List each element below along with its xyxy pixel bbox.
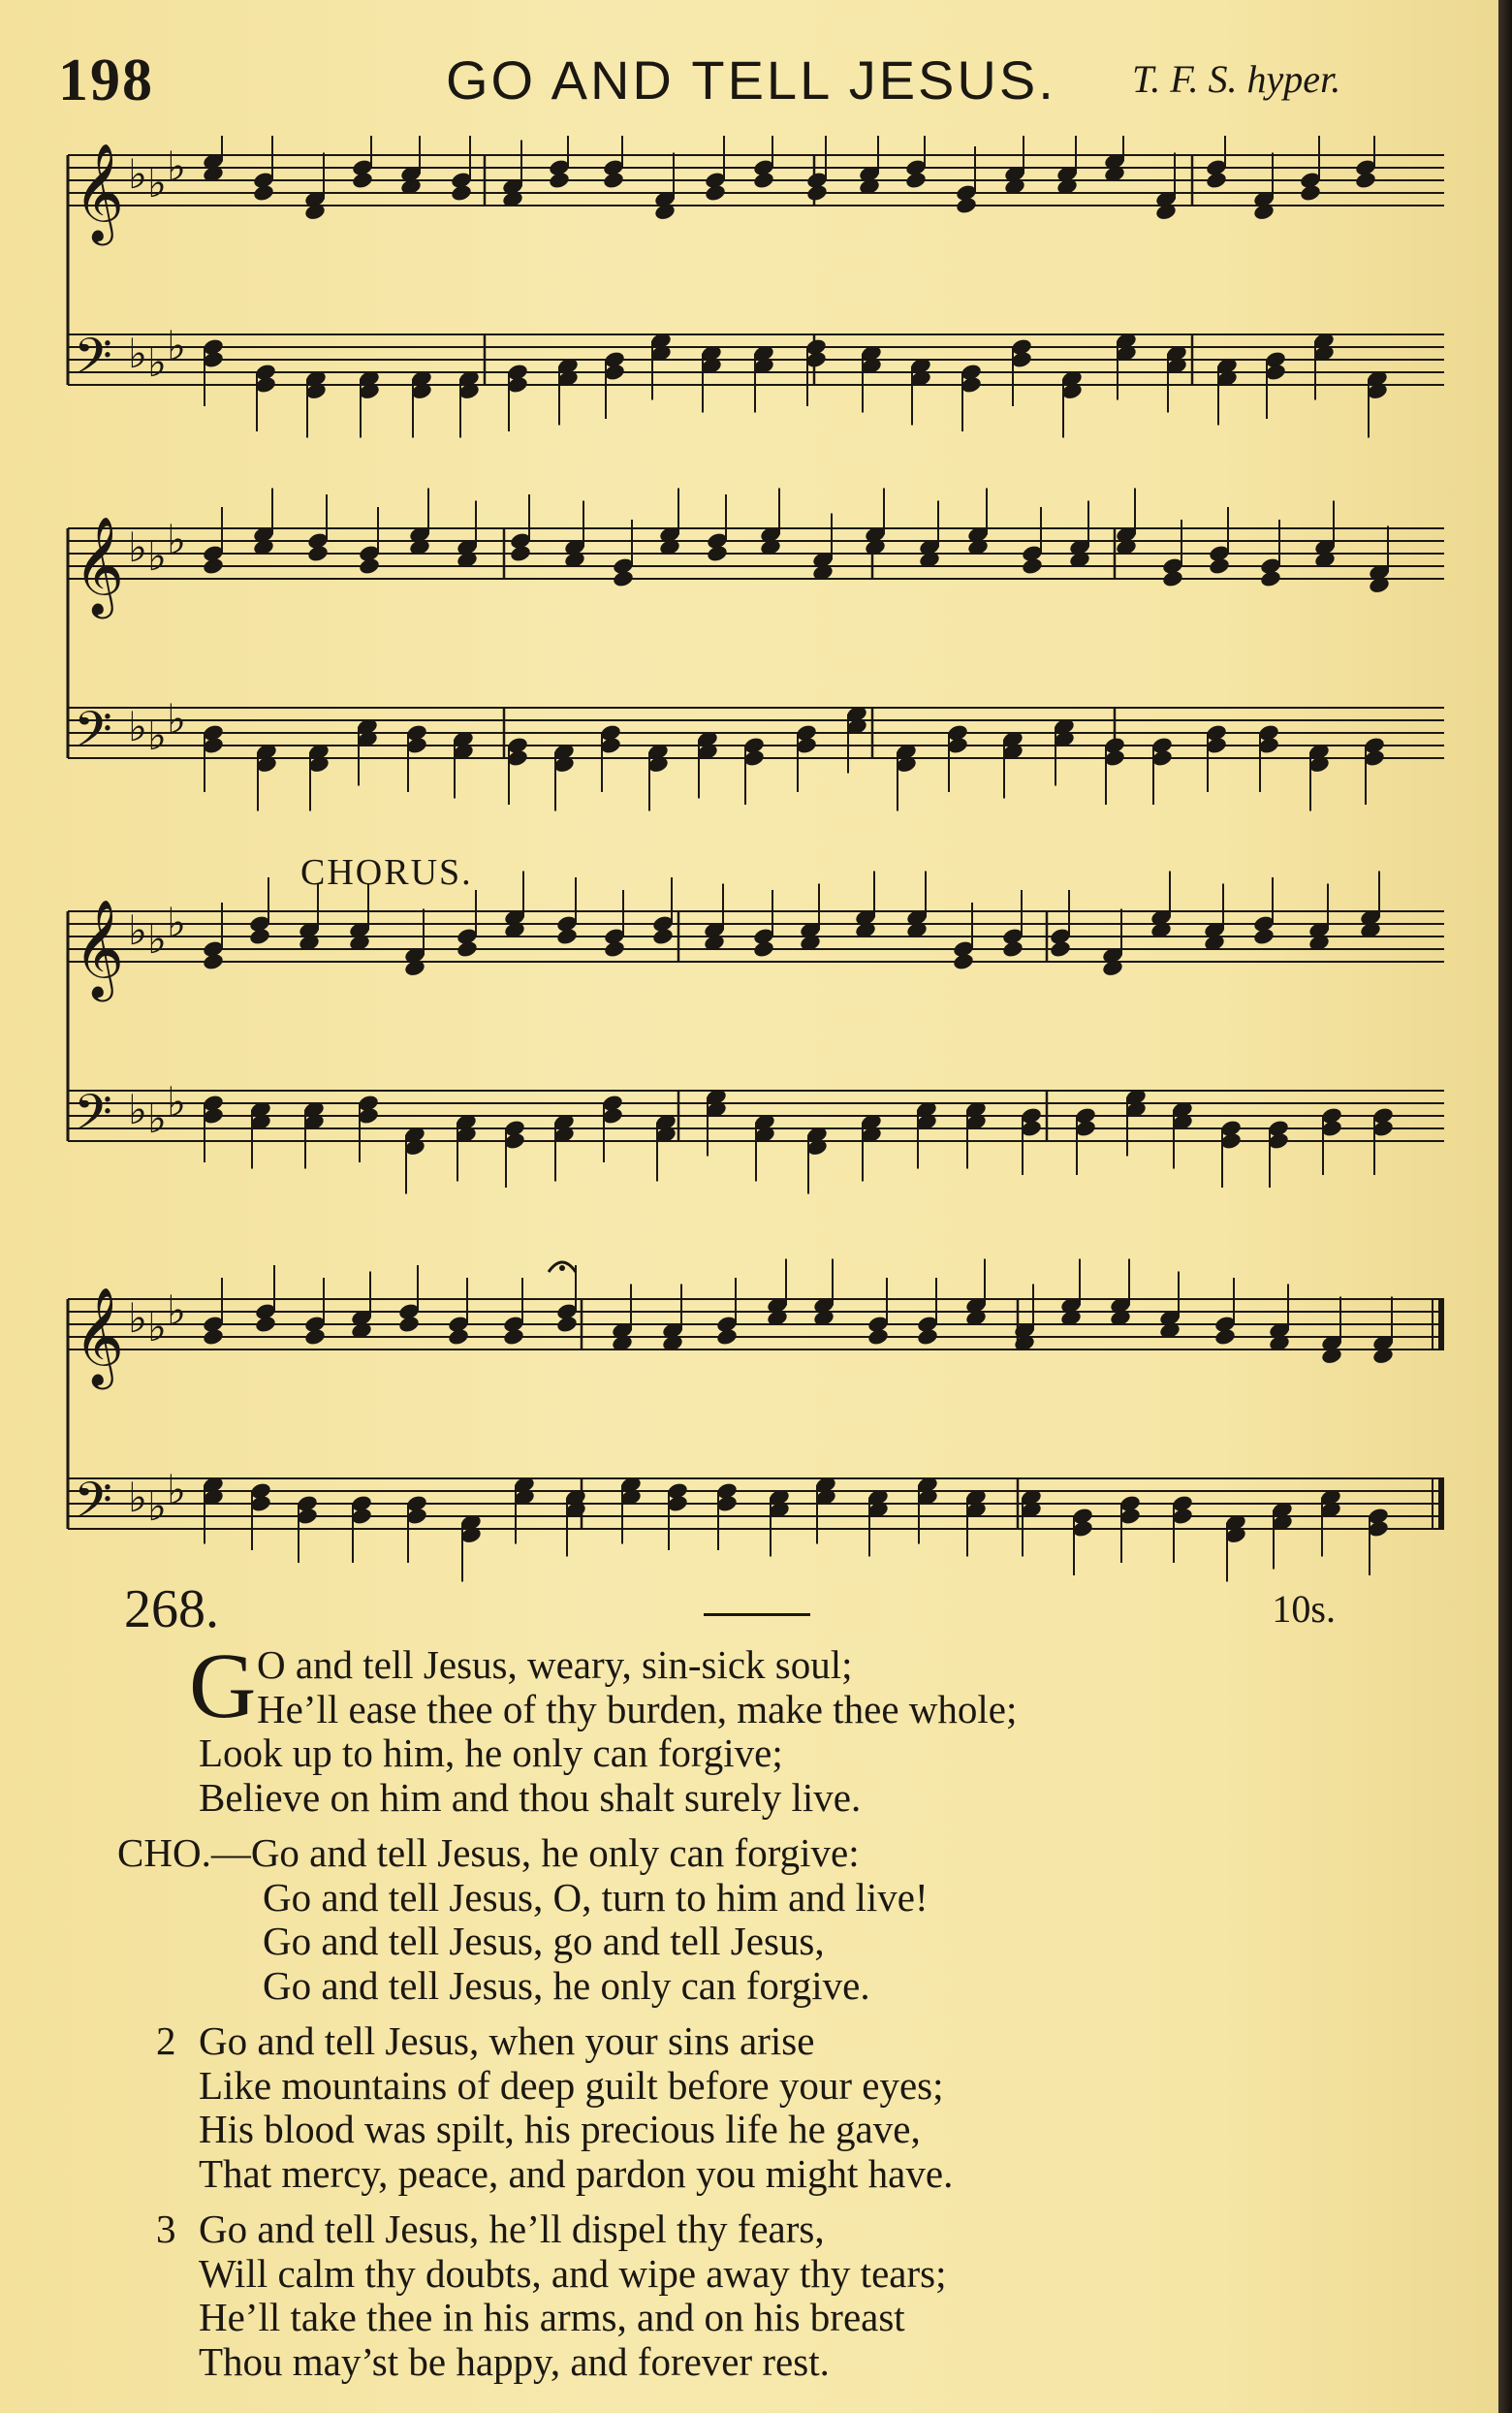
hymn-text [117, 1634, 1342, 2396]
note-head [1259, 569, 1282, 588]
flat-sign-icon: ♭ [167, 1466, 186, 1513]
note-head [1021, 556, 1044, 576]
note-head [603, 939, 626, 959]
flat-sign-icon: ♭ [128, 150, 147, 198]
treble-clef-icon: 𝄞 [74, 1286, 125, 1385]
bass-clef-icon: 𝄢 [74, 700, 112, 771]
stanza-line [117, 1831, 1342, 1876]
note-head [303, 1327, 327, 1347]
hymn-title: GO AND TELL JESUS. [446, 49, 1056, 111]
flat-sign-icon: ♭ [147, 1095, 167, 1142]
bass-clef-icon: 𝄢 [74, 1471, 112, 1541]
note-head [555, 927, 579, 946]
note-head [254, 1315, 277, 1334]
music-score [39, 136, 1454, 1609]
chorus-label: CHORUS. [300, 852, 473, 893]
flat-sign-icon: ♭ [147, 338, 167, 386]
hymn-meta [124, 1578, 1336, 1646]
stanza-line: That mercy, peace, and pardon you might have. [199, 2150, 954, 2196]
stanza-3 [156, 2207, 1342, 2384]
flat-sign-icon: ♭ [147, 1482, 167, 1530]
flat-sign-icon: ♭ [167, 516, 186, 563]
note-head [1299, 183, 1322, 203]
note-head [397, 1315, 421, 1334]
hymn-number: 268. [124, 1579, 219, 1639]
fermata-dot [559, 1265, 565, 1271]
note-head [952, 952, 975, 971]
note-head [955, 196, 978, 215]
note-head [715, 1327, 739, 1347]
note-head [351, 171, 374, 190]
stanza-line: He’ll ease thee of thy burden, make thee whole; [257, 1686, 1018, 1731]
treble-clef-icon: 𝄞 [74, 142, 125, 241]
note-head [1213, 1327, 1237, 1347]
stanza-line: Go and tell Jesus, when your sins arise [199, 2018, 815, 2063]
note-head [555, 1315, 579, 1334]
stanza-line: His blood was spilt, his precious life he gave, [199, 2107, 921, 2151]
note-head [612, 569, 635, 588]
stanza-2 [156, 2018, 1342, 2196]
note-head [202, 952, 225, 971]
flat-sign-icon: ♭ [167, 322, 186, 369]
note-head [752, 171, 775, 190]
note-head [1161, 569, 1184, 588]
chorus-stanza [117, 1831, 1342, 2008]
note-head [805, 183, 829, 203]
note-head [866, 1327, 890, 1347]
note-head [248, 927, 271, 946]
composer-credit: T. F. S. hyper. [1132, 57, 1341, 101]
note-head [447, 1327, 470, 1347]
drop-cap: G [189, 1634, 257, 1737]
flat-sign-icon: ♭ [128, 524, 147, 571]
note-head [548, 171, 571, 190]
note-head [1208, 556, 1231, 576]
flat-sign-icon: ♭ [147, 159, 167, 206]
note-head [1354, 171, 1377, 190]
flat-sign-icon: ♭ [128, 1474, 147, 1521]
flat-sign-icon: ♭ [147, 712, 167, 759]
flat-sign-icon: ♭ [167, 899, 186, 946]
flat-sign-icon: ♭ [147, 915, 167, 963]
stanza-line: Look up to him, he only can forgive; [199, 1730, 783, 1775]
note-head [752, 939, 775, 959]
stanza-line: Like mountains of deep guilt before your eyes; [199, 2062, 944, 2108]
note-head [202, 1327, 225, 1347]
note-head [450, 183, 473, 203]
stanza-1 [189, 1634, 1342, 1820]
note-head [502, 1327, 525, 1347]
note-head [1205, 171, 1228, 190]
stanza-number: 3 [156, 2207, 176, 2251]
flat-sign-icon: ♭ [128, 1086, 147, 1133]
note-head [1049, 939, 1072, 959]
flat-sign-icon: ♭ [147, 1303, 167, 1350]
note-head [306, 544, 330, 563]
music-score-svg [39, 136, 1454, 1609]
page-number: 198 [58, 48, 154, 113]
stanza-line: Will calm thy doubts, and wipe away thy tears; [199, 2250, 947, 2296]
stanza-line: O and tell Jesus, weary, sin-sick soul; [257, 1642, 853, 1687]
flat-sign-icon: ♭ [128, 1294, 147, 1342]
stanza-line: Go and tell Jesus, he only can forgive. [263, 1962, 870, 2008]
bass-clef-icon: 𝄢 [74, 1083, 112, 1154]
book-spine-shadow [1498, 0, 1512, 2413]
flat-sign-icon: ♭ [167, 1286, 186, 1334]
stanza-line: Go and tell Jesus, O, turn to him and live! [263, 1874, 929, 1920]
flat-sign-icon: ♭ [128, 906, 147, 954]
bass-clef-icon: 𝄢 [74, 327, 112, 397]
note-head [651, 927, 675, 946]
chorus-prefix: CHO.— [117, 1830, 251, 1875]
note-head [1252, 927, 1276, 946]
note-head [358, 556, 381, 576]
note-head [704, 183, 727, 203]
note-head [602, 171, 625, 190]
meta-divider [704, 1613, 810, 1616]
flat-sign-icon: ♭ [167, 143, 186, 190]
stanza-line: He’ll take thee in his arms, and on his breast [199, 2295, 905, 2339]
note-head [916, 1327, 939, 1347]
flat-sign-icon: ♭ [167, 695, 186, 743]
treble-clef-icon: 𝄞 [74, 898, 125, 998]
chorus-line-text: Go and tell Jesus, he only can forgive: [250, 1830, 860, 1875]
note-head [904, 171, 928, 190]
note-head [202, 556, 225, 576]
flat-sign-icon: ♭ [128, 330, 147, 377]
note-head [509, 544, 532, 563]
stanza-line: Believe on him and thou shalt surely live. [199, 1774, 862, 1820]
stanza-line: Thou may’st be happy, and forever rest. [199, 2338, 830, 2384]
note-head [252, 183, 275, 203]
treble-clef-icon: 𝄞 [74, 515, 125, 615]
page-header [58, 47, 1434, 124]
note-head [1001, 939, 1024, 959]
note-head [456, 939, 479, 959]
hymn-meter: 10s. [1272, 1587, 1336, 1631]
stanza-line: Go and tell Jesus, he’ll dispel thy fears, [199, 2207, 825, 2251]
flat-sign-icon: ♭ [128, 703, 147, 750]
stanza-line: Go and tell Jesus, go and tell Jesus, [263, 1919, 825, 1963]
flat-sign-icon: ♭ [147, 532, 167, 580]
flat-sign-icon: ♭ [167, 1078, 186, 1126]
stanza-number: 2 [156, 2018, 176, 2063]
note-head [706, 544, 729, 563]
